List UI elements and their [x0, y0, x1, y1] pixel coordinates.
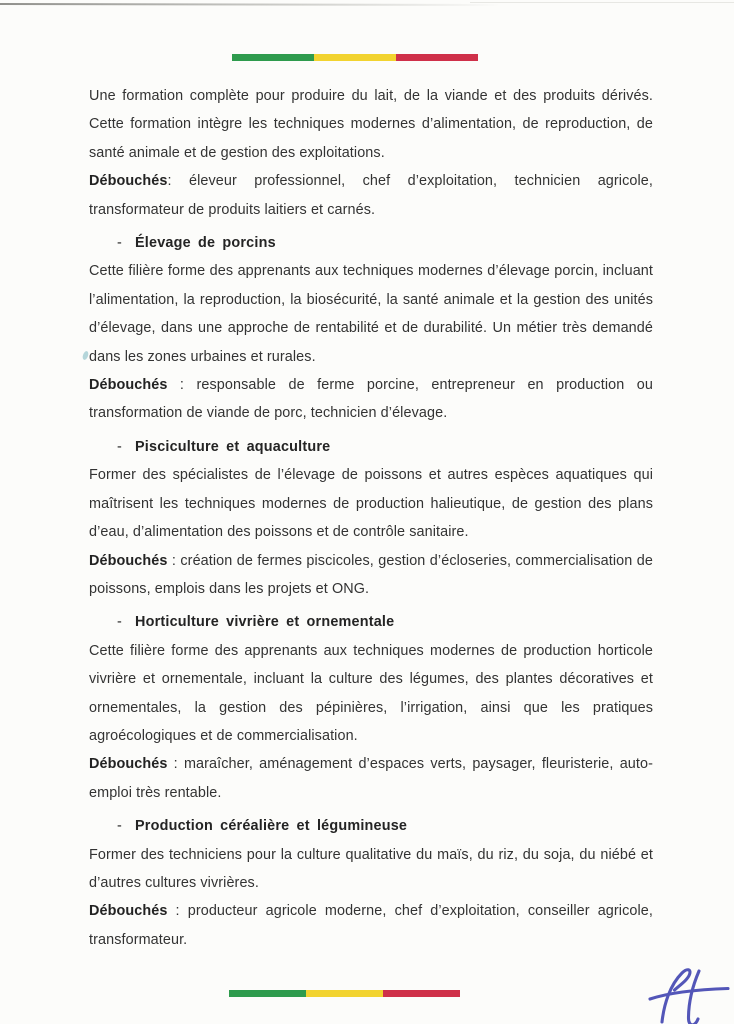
section-heading-text: Horticulture vivrière et ornementale	[135, 614, 395, 631]
flag-divider-top	[232, 54, 478, 61]
debouches-label: Débouchés	[89, 552, 168, 569]
debouches-separator: :	[167, 756, 184, 773]
section-heading	[89, 812, 653, 840]
section-body: Cette filière forme des apprenants aux techniques modernes de production horticole vivrière et ornementale, incluant la culture des légumes, des plantes décoratives et ornementales, la gestion des pépinières, l’irrigation, ainsi que les pratiques agroécologiques et de commercialisation.	[89, 642, 653, 744]
flag-green-segment	[232, 54, 314, 61]
program-section-pisciculture	[89, 433, 653, 603]
signature-stroke-right	[689, 971, 700, 1024]
debouches-text: maraîcher, aménagement d’espaces verts, paysager, fleuristerie, auto-emploi très rentable.	[89, 756, 654, 801]
flag-yellow-segment	[314, 54, 396, 61]
section-body: Former des spécialistes de l’élevage de poissons et autres espèces aquatiques qui maîtrisent les techniques modernes de production halieutique, de gestion des plans d’eau, d’alimentation des poissons et de contrôle sanitaire.	[89, 467, 653, 541]
debouches-label: Débouchés	[89, 756, 168, 773]
debouches-separator: :	[167, 552, 181, 569]
debouches-text: producteur agricole moderne, chef d’exploitation, conseiller agricole, transformateur.	[89, 903, 653, 948]
section-body: Former des techniciens pour la culture qualitative du maïs, du riz, du soja, du niébé et d’autres cultures vivrières.	[89, 846, 653, 891]
debouches-paragraph	[89, 750, 653, 807]
debouches-separator: :	[167, 377, 197, 394]
dash-bullet: -	[117, 235, 122, 252]
debouches-text: éleveur professionnel, chef d’exploitation, technicien agricole, transformateur de produits laitiers et carnés.	[89, 173, 653, 218]
signature-initials	[642, 958, 734, 1024]
debouches-paragraph	[89, 371, 653, 428]
debouches-paragraph	[89, 897, 653, 954]
section-heading-text: Production céréalière et légumineuse	[135, 818, 408, 835]
signature-crossbar	[650, 989, 728, 1000]
dash-bullet: -	[117, 614, 122, 631]
debouches-label: Débouchés	[89, 903, 168, 920]
section-body: Cette filière forme des apprenants aux techniques modernes d’élevage porcin, incluant l’alimentation, la reproduction, la biosécurité, la santé animale et la gestion des unités d’élevage, dans une approche de rentabilité et de durabilité. Un métier très demandé dans les zones urbaines et rurales.	[89, 263, 653, 365]
dash-bullet: -	[117, 818, 122, 835]
scan-artifact-line-faint	[470, 2, 734, 3]
dash-bullet: -	[117, 438, 122, 455]
debouches-separator: :	[167, 903, 188, 920]
flag-red-segment	[396, 54, 478, 61]
flag-green-segment	[229, 990, 306, 997]
section-heading-text: Élevage de porcins	[135, 235, 276, 252]
section-heading	[89, 608, 653, 636]
program-section-cereales	[89, 812, 653, 954]
program-section-elevage-porcins	[89, 229, 653, 428]
section-heading	[89, 433, 653, 461]
flag-red-segment	[383, 990, 460, 997]
intro-paragraph: Une formation complète pour produire du lait, de la viande et des produits dérivés. Cette formation intègre les techniques modernes d’alimentation, de reproduction, de santé animale et de gestion des exploitations.	[89, 88, 653, 161]
scan-artifact-line	[0, 3, 500, 6]
program-section-horticulture	[89, 608, 653, 807]
section-heading-text: Pisciculture et aquaculture	[135, 438, 331, 455]
debouches-text: création de fermes piscicoles, gestion d’écloseries, commercialisation de poissons, emplois dans les projets et ONG.	[89, 552, 653, 597]
debouches-label: Débouchés	[89, 173, 168, 190]
debouches-paragraph	[89, 547, 653, 604]
document-body	[89, 82, 653, 954]
flag-divider-bottom	[229, 990, 460, 997]
debouches-separator: :	[167, 173, 189, 190]
debouches-text: responsable de ferme porcine, entrepreneur en production ou transformation de viande de porc, technicien d’élevage.	[89, 377, 654, 422]
intro-debouches-paragraph	[89, 167, 653, 224]
section-heading	[89, 229, 653, 257]
flag-yellow-segment	[306, 990, 383, 997]
debouches-label: Débouchés	[89, 377, 168, 394]
